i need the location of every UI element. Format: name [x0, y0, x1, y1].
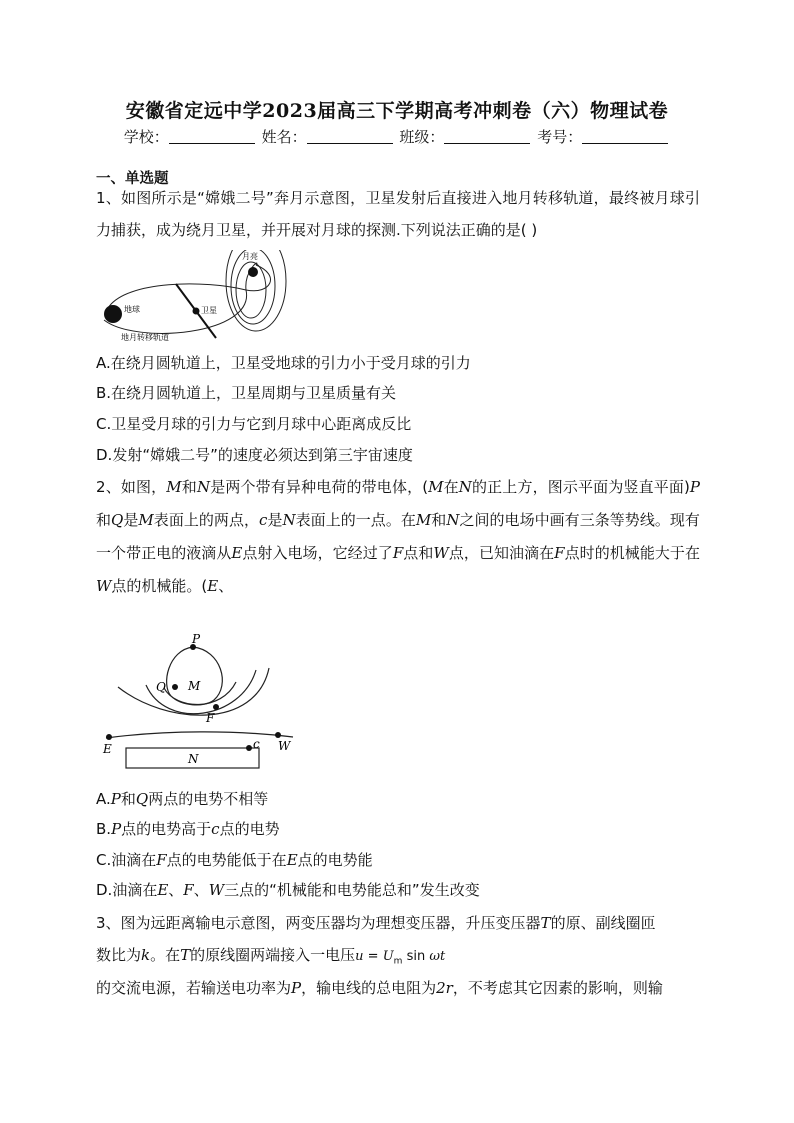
- q3-text: 。在: [150, 946, 181, 964]
- q2-stem: [96, 471, 700, 603]
- formula-sin: sin: [402, 949, 430, 964]
- q2-text: 表面上的一点。在: [295, 511, 416, 529]
- q2-option-a[interactable]: [96, 788, 268, 810]
- q3-line-3: [96, 974, 663, 1002]
- q3-line-1: [96, 909, 656, 937]
- q2-text: 的正上方，图示平面为竖直平面): [471, 478, 690, 496]
- q2-var: W: [96, 577, 112, 595]
- q2-var: N: [282, 511, 296, 529]
- orbit-label: 地月转移轨道: [121, 333, 169, 342]
- moon-icon: [248, 267, 258, 277]
- q3-text: 的交流电源，若输送电功率为: [96, 979, 292, 997]
- q2-text: 是: [123, 511, 139, 529]
- q3-text: ，不考虑其它因素的影响，则输: [452, 979, 663, 997]
- q2-var: N: [446, 511, 460, 529]
- q2-var: W: [433, 544, 449, 562]
- point-w-dot: [275, 732, 281, 738]
- q3-var: T: [540, 914, 551, 932]
- q2-option-c[interactable]: [96, 849, 373, 871]
- exam-title: 安徽省定远中学2023届高三下学期高考冲刺卷（六）物理试卷: [125, 100, 669, 122]
- label-e: E: [103, 742, 112, 756]
- earth-icon: [104, 305, 122, 323]
- q2-var: N: [458, 478, 472, 496]
- label-c: c: [253, 737, 260, 751]
- q3-text: 的原、副线圈匝: [550, 914, 656, 932]
- q2-text: 之间的电场中画有三条等势线。现有一个带正电的液滴从: [96, 511, 700, 562]
- q2-text: 和: [96, 511, 112, 529]
- satellite-icon: [193, 308, 200, 315]
- q1-option-b[interactable]: B.在绕月圆轨道上，卫星周期与卫星质量有关: [96, 384, 397, 402]
- lunar-orbit-2: [231, 250, 275, 324]
- school-blank: [169, 129, 255, 144]
- oil-drop-path: [106, 732, 293, 738]
- transfer-orbit-inner: [104, 263, 257, 333]
- opt-text: 两点的电势不相等: [148, 790, 269, 808]
- formula-u: u: [355, 949, 364, 964]
- opt-text: D.油滴在: [96, 881, 158, 899]
- section-title: 一、单选题: [96, 171, 169, 187]
- opt-var: W: [208, 881, 225, 899]
- opt-text: C.油滴在: [96, 851, 157, 869]
- q2-text: 在: [443, 478, 459, 496]
- formula-U: U: [382, 949, 394, 964]
- opt-text: 点的电势能: [297, 851, 373, 869]
- label-w: W: [278, 739, 291, 753]
- label-n: N: [188, 752, 199, 766]
- school-label: 学校：: [123, 128, 169, 146]
- formula-sub: m: [393, 956, 403, 967]
- q2-var: c: [259, 511, 268, 529]
- opt-var: P: [110, 790, 121, 808]
- opt-var: E: [157, 881, 169, 899]
- opt-var: F: [156, 851, 167, 869]
- satellite-label: 卫星: [201, 306, 217, 315]
- opt-text: 、: [193, 881, 209, 899]
- exam-no-label: 考号：: [537, 128, 583, 146]
- q2-text: 点的机械能。(: [111, 577, 208, 595]
- opt-text: 点的电势能低于在: [166, 851, 287, 869]
- opt-var: E: [286, 851, 298, 869]
- label-m: M: [188, 679, 201, 693]
- q3-formula: [355, 949, 446, 967]
- label-f: F: [206, 711, 215, 725]
- q2-var: N: [196, 478, 211, 496]
- name-blank: [307, 129, 393, 144]
- q2-text: 、: [218, 577, 234, 595]
- opt-var: P: [111, 820, 122, 838]
- q2-text: 是两个带有异种电荷的带电体，(: [210, 478, 429, 496]
- point-q-dot: [172, 684, 178, 690]
- q2-text: 点，已知油滴在: [448, 544, 555, 562]
- q2-text: 2、如图，: [96, 478, 167, 496]
- q2-figure: [96, 630, 306, 775]
- q2-var: M: [428, 478, 444, 496]
- opt-text: 、: [168, 881, 184, 899]
- student-info-line: [0, 126, 794, 147]
- name-label: 姓名：: [261, 128, 307, 146]
- formula-eq: =: [363, 949, 383, 964]
- exam-no-blank: [582, 129, 668, 144]
- opt-var: c: [211, 820, 220, 838]
- q2-text: 点时的机械能大于在: [564, 544, 700, 562]
- q2-var: E: [231, 544, 243, 562]
- q1-option-d[interactable]: D.发射“嫦娥二号”的速度必须达到第三宇宙速度: [96, 446, 413, 464]
- q2-text: 表面上的两点，: [153, 511, 260, 529]
- class-blank: [444, 129, 530, 144]
- opt-text: 点的电势高于: [121, 820, 212, 838]
- class-label: 班级：: [399, 128, 445, 146]
- q3-text: 3、图为远距离输电示意图，两变压器均为理想变压器，升压变压器: [96, 914, 541, 932]
- q2-text: 点射入电场，它经过了: [242, 544, 393, 562]
- q1-option-a[interactable]: A.在绕月圆轨道上，卫星受地球的引力小于受月球的引力: [96, 354, 471, 372]
- q2-var: M: [138, 511, 154, 529]
- q2-var: M: [166, 478, 182, 496]
- point-f-dot: [213, 704, 219, 710]
- q2-text: 点和: [403, 544, 434, 562]
- q3-text: 数比为: [96, 946, 142, 964]
- q3-var: k: [141, 946, 151, 964]
- formula-wt: ωt: [429, 949, 446, 964]
- q3-line-2: [96, 941, 445, 976]
- q2-var: F: [392, 544, 404, 562]
- point-e-dot: [106, 734, 112, 740]
- q3-text: 的原线圈两端接入一电压: [190, 946, 356, 964]
- q2-var: F: [554, 544, 565, 562]
- label-p: P: [192, 632, 201, 646]
- point-c-dot: [246, 745, 252, 751]
- moon-label: 月亮: [242, 252, 258, 261]
- opt-var: F: [183, 881, 194, 899]
- q2-text: 和: [431, 511, 447, 529]
- charged-body-m: [167, 647, 223, 705]
- q3-var: P: [291, 979, 302, 997]
- q2-option-d[interactable]: [96, 879, 480, 901]
- q2-var: M: [415, 511, 432, 529]
- q3-text: ，输电线的总电阻为: [301, 979, 437, 997]
- q2-var: P: [689, 478, 700, 496]
- opt-var: Q: [135, 790, 149, 808]
- earth-label: 地球: [124, 305, 140, 314]
- q3-var: T: [180, 946, 191, 964]
- q1-stem: 1、如图所示是“嫦娥二号”奔月示意图，卫星发射后直接进入地月转移轨道，最终被月球引力捕获，成为绕月卫星，并开展对月球的探测.下列说法正确的是( ): [96, 189, 700, 239]
- q2-var: E: [207, 577, 219, 595]
- q1-figure: [96, 250, 306, 348]
- q1-option-c[interactable]: C.卫星受月球的引力与它到月球中心距离成反比: [96, 415, 412, 433]
- q2-text: 和: [181, 478, 197, 496]
- opt-text: A.: [96, 790, 111, 808]
- opt-text: 点的电势: [219, 820, 280, 838]
- q2-text: 是: [267, 511, 283, 529]
- opt-text: 三点的“机械能和电势能总和”发生改变: [224, 881, 480, 899]
- opt-text: 和: [120, 790, 136, 808]
- opt-text: B.: [96, 820, 112, 838]
- q2-var: Q: [111, 511, 124, 529]
- label-q: Q: [156, 680, 166, 694]
- q3-var: 2r: [436, 979, 453, 997]
- q2-option-b[interactable]: [96, 818, 280, 840]
